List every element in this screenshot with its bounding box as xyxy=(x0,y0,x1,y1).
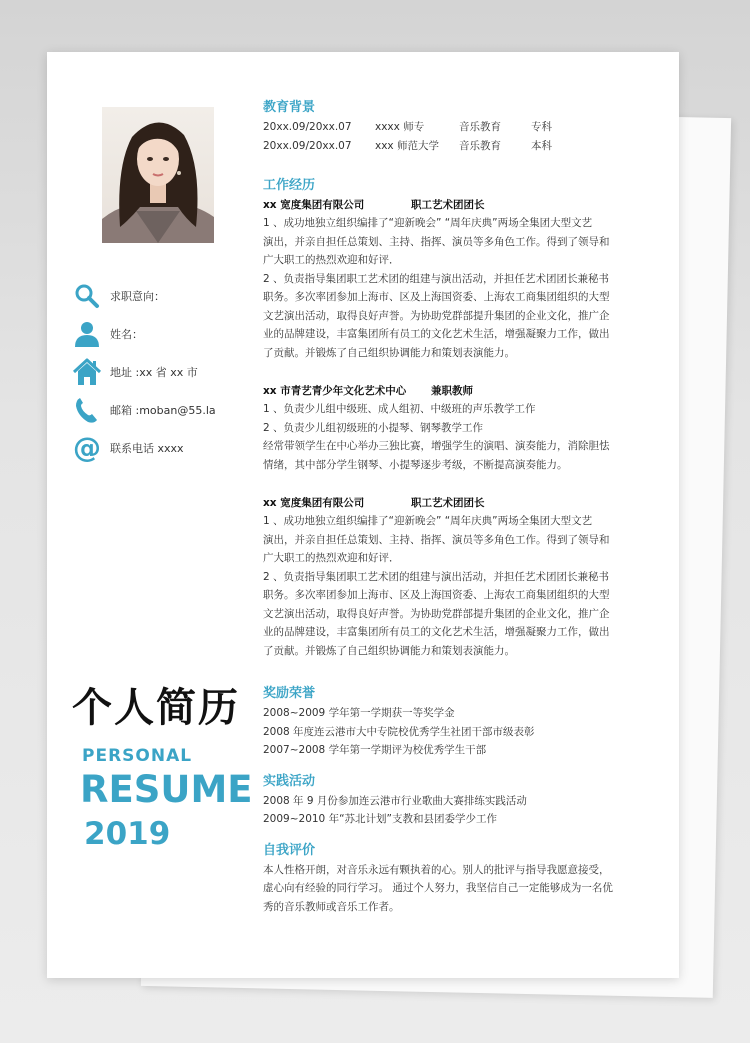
job-line: 广大职工的热烈欢迎和好评． xyxy=(263,552,400,564)
title-year: 2019 xyxy=(84,816,171,852)
award-line: 2008~2009 学年第一学期获一等奖学金 xyxy=(263,707,455,719)
contact-label: 姓名： xyxy=(110,328,143,341)
job-line: 职务。多次率团参加上海市、区及上海国资委、上海农工商集团组织的大型 xyxy=(263,589,610,601)
job-role: 职工艺术团团长 xyxy=(411,199,485,211)
contact-label: 邮箱 :moban@55.la xyxy=(110,404,216,417)
job-line: 2 、负责指导集团职工艺术团的组建与演出活动，并担任艺术团团长兼秘书 xyxy=(263,570,610,583)
job-org: xx 宽度集团有限公司 xyxy=(263,199,365,211)
award-line: 2008 年度连云港市大中专院校优秀学生社团干部市级表彰 xyxy=(263,725,535,738)
job-line: 职务。多次率团参加上海市、区及上海国资委、上海农工商集团组织的大型 xyxy=(263,291,610,303)
edu-degree: 本科 xyxy=(531,140,552,152)
job-org: xx 宽度集团有限公司 xyxy=(263,497,365,509)
contact-label: 求职意向： xyxy=(110,290,165,303)
education-section xyxy=(263,98,653,156)
job-line: 1 、成功地独立组织编排了“迎新晚会” “周年庆典”两场全集团大型文艺 xyxy=(263,217,593,229)
section-heading: 工作经历 xyxy=(263,178,316,193)
practice-section xyxy=(263,772,653,829)
award-line: 2007~2008 学年第一学期评为校优秀学生干部 xyxy=(263,744,487,756)
contact-list xyxy=(72,277,262,467)
portrait-image xyxy=(102,107,214,243)
education-row xyxy=(263,118,653,137)
job-header xyxy=(263,494,653,512)
search-icon xyxy=(72,281,102,311)
contact-item-job-intent xyxy=(72,277,262,315)
section-heading: 奖励荣誉 xyxy=(263,686,316,701)
at-icon xyxy=(72,433,102,463)
title-resume: RESUME xyxy=(80,768,253,811)
edu-major: 音乐教育 xyxy=(459,121,501,133)
self-eval-line: 秀的音乐教师或音乐工作者。 xyxy=(263,900,400,913)
svg-text:@: @ xyxy=(73,433,101,463)
job-entry xyxy=(263,196,653,362)
contact-item-phone xyxy=(72,429,262,467)
self-eval-line: 本人性格开朗，对音乐永远有颗执着的心。别人的批评与指导我愿意接受， xyxy=(263,863,610,876)
contact-item-name xyxy=(72,315,262,353)
edu-school: xxx 师范大学 xyxy=(375,140,439,152)
job-line: 广大职工的热烈欢迎和好评． xyxy=(263,254,400,266)
awards-section xyxy=(263,684,653,760)
contact-item-email xyxy=(72,391,262,429)
job-line: 文艺演出活动，取得良好声誉。为协助党群部提升集团的企业文化，推广企 xyxy=(263,309,610,322)
job-line: 文艺演出活动，取得良好声誉。为协助党群部提升集团的企业文化，推广企 xyxy=(263,607,610,620)
section-heading: 实践活动 xyxy=(263,773,316,789)
job-org: xx 市青艺青少年文化艺术中心 xyxy=(263,385,407,397)
job-line: 1 、成功地独立组织编排了“迎新晚会” “周年庆典”两场全集团大型文艺 xyxy=(263,515,593,527)
edu-major: 音乐教育 xyxy=(459,140,501,152)
edu-period: 20xx.09/20xx.07 xyxy=(263,121,352,133)
resume-sheet xyxy=(47,52,679,978)
job-line: 1 、负责少儿组中级班、成人组初、中级班的声乐教学工作 xyxy=(263,403,536,415)
job-line: 演出，并亲自担任总策划、主持、指挥、演员等多角色工作。得到了领导和 xyxy=(263,533,610,546)
phone-icon xyxy=(72,395,102,425)
practice-line: 2008 年 9 月份参加连云港市行业歌曲大赛排练实践活动 xyxy=(263,794,527,807)
job-role: 兼职教师 xyxy=(431,385,473,397)
job-line: 了贡献。并锻炼了自己组织协调能力和策划表演能力。 xyxy=(263,644,515,657)
self-eval-line: 虚心向有经验的同行学习。 通过个人努力，我坚信自己一定能够成为一名优 xyxy=(263,882,613,894)
section-heading: 教育背景 xyxy=(263,100,316,115)
job-line: 业的品牌建设，丰富集团所有员工的文化艺术生活，增强凝聚力工作，做出 xyxy=(263,328,610,340)
user-icon xyxy=(72,319,102,349)
contact-label: 联系电话 xxxx xyxy=(110,442,184,455)
job-entry xyxy=(263,494,653,660)
title-cn: 个人简历 xyxy=(72,685,240,731)
job-entry xyxy=(263,382,653,474)
edu-period: 20xx.09/20xx.07 xyxy=(263,140,352,152)
title-personal: PERSONAL xyxy=(82,746,193,766)
practice-line: 2009~2010 年“苏北计划”支教和县团委学少工作 xyxy=(263,813,497,825)
job-role: 职工艺术团团长 xyxy=(411,497,485,509)
contact-item-address xyxy=(72,353,262,391)
profile-photo xyxy=(102,107,214,243)
job-header xyxy=(263,196,653,214)
job-line: 经常带领学生在中心举办三独比赛，增强学生的演唱、演奏能力，消除胆怯 xyxy=(263,440,610,452)
section-heading: 自我评价 xyxy=(263,842,316,858)
job-line: 情绪，其中部分学生钢琴、小提琴逐步考级，不断提高演奏能力。 xyxy=(263,458,568,471)
education-row xyxy=(263,137,653,156)
job-line: 了贡献。并锻炼了自己组织协调能力和策划表演能力。 xyxy=(263,346,515,359)
content-column xyxy=(263,98,653,916)
job-header xyxy=(263,382,653,400)
self-eval-section xyxy=(263,841,653,917)
work-section xyxy=(263,176,653,660)
home-icon xyxy=(72,357,102,387)
edu-degree: 专科 xyxy=(531,121,552,133)
job-line: 业的品牌建设，丰富集团所有员工的文化艺术生活，增强凝聚力工作，做出 xyxy=(263,626,610,638)
job-line: 2 、负责少儿组初级班的小提琴、钢琴教学工作 xyxy=(263,421,484,434)
resume-title-block xyxy=(72,684,262,854)
job-line: 演出，并亲自担任总策划、主持、指挥、演员等多角色工作。得到了领导和 xyxy=(263,235,610,248)
job-line: 2 、负责指导集团职工艺术团的组建与演出活动，并担任艺术团团长兼秘书 xyxy=(263,272,610,285)
contact-label: 地址 :xx 省 xx 市 xyxy=(110,366,198,379)
edu-school: xxxx 师专 xyxy=(375,121,425,133)
